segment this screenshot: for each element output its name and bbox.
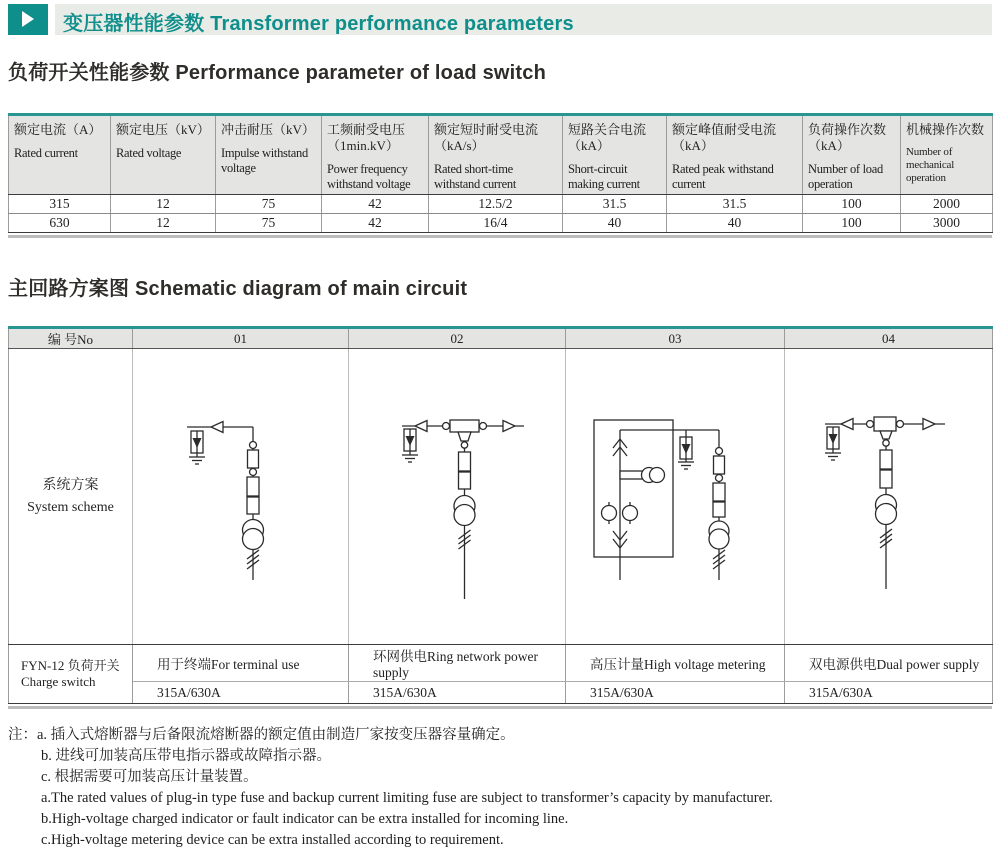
col-header-impulse-withstand <box>216 115 322 195</box>
transformer-icon <box>709 529 729 549</box>
header-en: Short-circuit making current <box>568 162 640 191</box>
table-cell: 12 <box>111 214 216 233</box>
right-arrow-icon <box>503 421 515 432</box>
use-row <box>9 645 993 682</box>
surge-arrester-icon <box>189 431 205 464</box>
note-line: c. 根据需要可加装高压计量装置。 <box>41 769 258 785</box>
fuse-icon <box>247 477 259 496</box>
surge-arrester-icon <box>402 429 418 462</box>
feeder-chain <box>876 439 897 589</box>
header-en: Rated voltage <box>116 146 182 160</box>
transformer-icon <box>243 529 264 550</box>
table-cell: 40 <box>563 214 667 233</box>
right-arrow-icon <box>923 419 935 430</box>
col-header-peak-current <box>667 115 803 195</box>
section-heading-schematic: 主回路方案图 Schematic diagram of main circuit <box>8 278 468 300</box>
connector-dot <box>461 442 467 448</box>
left-arrow-icon <box>211 422 223 433</box>
header-cn: 短路关合电流（kA） <box>568 122 647 153</box>
feeder-chain <box>709 430 729 580</box>
schematic-header-row <box>9 328 993 349</box>
note-line: b.High-voltage charged indicator or fault indicator can be extra installed for incoming line. <box>41 811 569 827</box>
header-cn: 工频耐受电压（1min.kV） <box>327 122 406 153</box>
switch-model-cell <box>9 645 133 704</box>
header-cn: 额定电流（A） <box>14 122 102 137</box>
table-cell: 315 <box>9 195 111 214</box>
ct-icon <box>650 468 665 483</box>
table-cell: 75 <box>216 195 322 214</box>
table-cell: 40 <box>667 214 803 233</box>
pt-icon <box>623 502 638 524</box>
schematic-cell-04 <box>785 349 993 645</box>
header-en: Power frequency withstand voltage <box>327 162 411 191</box>
system-scheme-en: System scheme <box>27 499 114 515</box>
connector-dot <box>716 448 723 455</box>
header-en: Rated current <box>14 146 78 160</box>
transformer-icon <box>454 505 475 526</box>
table-cell: 100 <box>803 195 901 214</box>
use-label: 环网供电Ring network power supply <box>349 645 566 682</box>
table-cell: 42 <box>322 214 429 233</box>
fuse-icon <box>459 472 471 489</box>
switch-model-en: Charge switch <box>21 674 96 689</box>
header-en: Number of load operation <box>808 162 883 191</box>
fuse-icon <box>880 470 892 488</box>
schematic-02-ring-network-diagram <box>349 349 566 644</box>
schematic-cell-03 <box>566 349 785 645</box>
system-scheme-cn: 系统方案 <box>42 477 99 493</box>
note-line: 注：a. 插入式熔断器与后备限流熔断器的额定值由制造厂家按变压器容量确定。 <box>8 727 515 743</box>
col-header-load-operations <box>803 115 901 195</box>
metering-box <box>594 420 673 580</box>
col-header-making-current <box>563 115 667 195</box>
table-header-row <box>9 115 993 195</box>
col-header-rated-voltage <box>111 115 216 195</box>
table-bottom-rule <box>8 235 992 238</box>
surge-arrester-icon <box>825 427 841 460</box>
fuse-icon <box>713 502 725 517</box>
switch-icon <box>714 456 725 474</box>
fuse-icon <box>880 450 892 469</box>
schematic-table <box>8 326 993 704</box>
left-arrow-icon <box>415 421 427 432</box>
header-cn: 负荷操作次数（kA） <box>808 122 887 153</box>
table-cell: 12 <box>111 195 216 214</box>
table-cell: 630 <box>9 214 111 233</box>
table-cell: 3000 <box>901 214 993 233</box>
fuse-icon <box>620 471 644 479</box>
table-bottom-rule <box>8 706 992 709</box>
pt-icon <box>602 502 617 524</box>
system-scheme-label-cell <box>9 349 133 645</box>
scheme-number: 02 <box>349 328 566 349</box>
use-label: 用于终端For terminal use <box>133 645 349 682</box>
header-cn: 机械操作次数 <box>906 122 985 137</box>
fuse-icon <box>459 452 471 471</box>
fuse-icon <box>247 497 259 514</box>
rating-value: 315A/630A <box>133 682 349 704</box>
left-arrow-icon <box>841 419 853 430</box>
connector-dot <box>883 440 889 446</box>
connector-dot <box>250 442 257 449</box>
rating-value: 315A/630A <box>349 682 566 704</box>
no-label: 编 号No <box>9 328 133 349</box>
connector-dot <box>716 475 723 482</box>
schematic-row <box>9 349 993 645</box>
title-bar <box>0 4 1000 35</box>
play-triangle-icon <box>22 11 34 27</box>
fuse-icon <box>713 483 725 501</box>
table-cell: 100 <box>803 214 901 233</box>
header-cn: 额定峰值耐受电流（kA） <box>672 122 777 153</box>
notes-block <box>8 725 1000 851</box>
rating-value: 315A/630A <box>566 682 785 704</box>
table-cell: 16/4 <box>429 214 563 233</box>
header-cn: 额定短时耐受电流（kA/s） <box>434 122 539 153</box>
page-title: 变压器性能参数 Transformer performance parameters <box>63 13 574 35</box>
schematic-03-hv-metering-diagram <box>566 349 785 644</box>
schematic-04-dual-power-diagram <box>785 349 993 644</box>
header-cn: 冲击耐压（kV） <box>221 122 315 137</box>
col-header-short-time-current <box>429 115 563 195</box>
surge-arrester-icon <box>678 430 694 469</box>
use-label: 双电源供电Dual power supply <box>785 645 993 682</box>
feeder-chain <box>454 441 475 599</box>
header-en: Rated short-time withstand current <box>434 162 517 191</box>
table-cell: 12.5/2 <box>429 195 563 214</box>
col-header-mechanical-operations <box>901 115 993 195</box>
table-row-315 <box>9 195 993 214</box>
rating-value: 315A/630A <box>785 682 993 704</box>
table-row-630 <box>9 214 993 233</box>
schematic-01-terminal-use-diagram <box>133 349 349 644</box>
schematic-cell-02 <box>349 349 566 645</box>
corner-load-switch-icon <box>867 417 904 439</box>
scheme-number: 04 <box>785 328 993 349</box>
t-load-switch-icon <box>443 420 487 441</box>
col-header-rated-current <box>9 115 111 195</box>
scheme-number: 03 <box>566 328 785 349</box>
note-line: b. 进线可加装高压带电指示器或故障指示器。 <box>41 748 331 764</box>
switch-model-cn: FYN-12 负荷开关 <box>21 658 120 673</box>
section-heading-load-switch: 负荷开关性能参数 Performance parameter of load switch <box>8 62 547 84</box>
header-cn: 额定电压（kV） <box>116 122 210 137</box>
header-en: Impulse withstand voltage <box>221 146 308 175</box>
table-cell: 31.5 <box>563 195 667 214</box>
transformer-icon <box>876 504 897 525</box>
col-header-power-frequency <box>322 115 429 195</box>
table-cell: 2000 <box>901 195 993 214</box>
feeder-chain <box>243 427 264 580</box>
note-line: c.High-voltage metering device can be extra installed according to requirement. <box>41 832 504 848</box>
connector-dot <box>250 469 257 476</box>
scheme-number: 01 <box>133 328 349 349</box>
header-en: Number of mechanical operation <box>906 146 955 184</box>
header-en: Rated peak withstand current <box>672 162 774 191</box>
note-line: a.The rated values of plug-in type fuse and backup current limiting fuse are subject to transformer’s capacity by manufacturer. <box>41 790 773 806</box>
table-cell: 75 <box>216 214 322 233</box>
switch-icon <box>248 450 259 468</box>
load-switch-table <box>8 113 993 233</box>
table-cell: 42 <box>322 195 429 214</box>
table-cell: 31.5 <box>667 195 803 214</box>
schematic-cell-01 <box>133 349 349 645</box>
play-arrow-icon <box>8 4 48 35</box>
use-label: 高压计量High voltage metering <box>566 645 785 682</box>
rating-row <box>9 682 993 704</box>
